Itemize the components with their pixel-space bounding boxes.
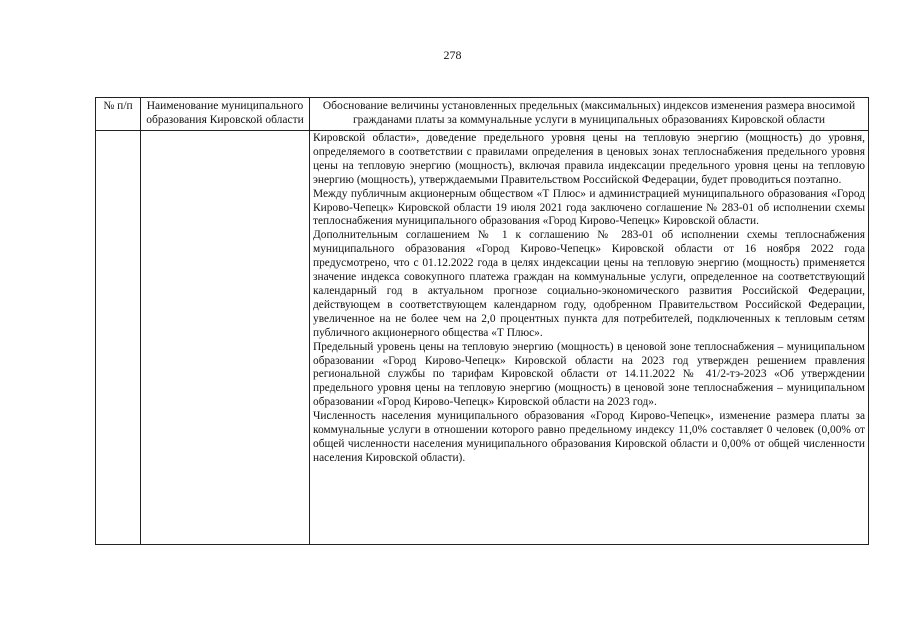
row-justification-cell <box>310 131 869 545</box>
header-municipality: Наименование муниципального образования Кировской области <box>141 98 310 131</box>
header-justification: Обоснование величины установленных предельных (максимальных) индексов изменения размера вносимой гражданами платы за коммунальные услуги в муниципальных образованиях Кировской области <box>310 98 869 131</box>
header-number: № п/п <box>96 98 141 131</box>
row-number-cell <box>96 131 141 545</box>
paragraph: Между публичным акционерным обществом «Т Плюс» и администрацией муниципального образования «Город Кирово-Чепецк» Кировской области 19 июля 2021 года заключено соглашение № 283-01 об исполнении схемы теплоснабжения муниципального образования «Город Кирово-Чепецк» Кировской области. <box>313 187 865 228</box>
paragraph: Дополнительным соглашением № 1 к соглашению № 283-01 об исполнении схемы теплоснабжения муниципального образования «Город Кирово-Чепецк» Кировской области от 16 ноября 2022 года предусмотрено, что с 01.12.2022 года в целях индексации цены на тепловую энергию (мощность) применяется значение индекса совокупного платежа граждан на коммунальные услуги, определенное на соответствующий календарный год в актуальном прогнозе социально-экономического развития Российской Федерации, действующем в соответствующем календарном году, одобренном Правительством Российской Федерации, увеличенное на не более чем на 2,0 процентных пункта для потребителей, подключенных к тепловым сетям публичного акционерного общества «Т Плюс». <box>313 229 865 339</box>
table-row <box>96 131 869 545</box>
paragraph: Численность населения муниципального образования «Город Кирово-Чепецк», изменение размера платы за коммунальные услуги в отношении которого равно предельному индексу 11,0% составляет 0 человек (0,00% от общей численности населения муниципального образования Кировской области и 0,00% от общей численности населения Кировской области). <box>313 410 865 464</box>
row-municipality-cell <box>141 131 310 545</box>
table-header-row <box>96 98 869 131</box>
page-number: 278 <box>443 48 462 62</box>
justification-table <box>95 97 869 545</box>
paragraph: Кировской области», доведение предельного уровня цены на тепловую энергию (мощность) до уровня, определяемого в соответствии с правилами определения в ценовых зонах теплоснабжения предельного уровня цены на тепловую энергию (мощность), включая правила индексации предельного уровня цены на тепловую энергию (мощность), утверждаемыми Правительством Российской Федерации, будет проводиться поэтапно. <box>313 132 865 186</box>
paragraph: Предельный уровень цены на тепловую энергию (мощность) в ценовой зоне теплоснабжения – муниципальном образовании «Город Кирово-Чепецк» Кировской области на 2023 год утвержден решением правления региональной службы по тарифам Кировской области от 14.11.2022 № 41/2-тэ-2023 «Об утверждении предельного уровня цены на тепловую энергию (мощность) в ценовой зоне теплоснабжения – муниципальном образовании «Город Кирово-Чепецк» Кировской области на 2023 год». <box>313 340 865 409</box>
